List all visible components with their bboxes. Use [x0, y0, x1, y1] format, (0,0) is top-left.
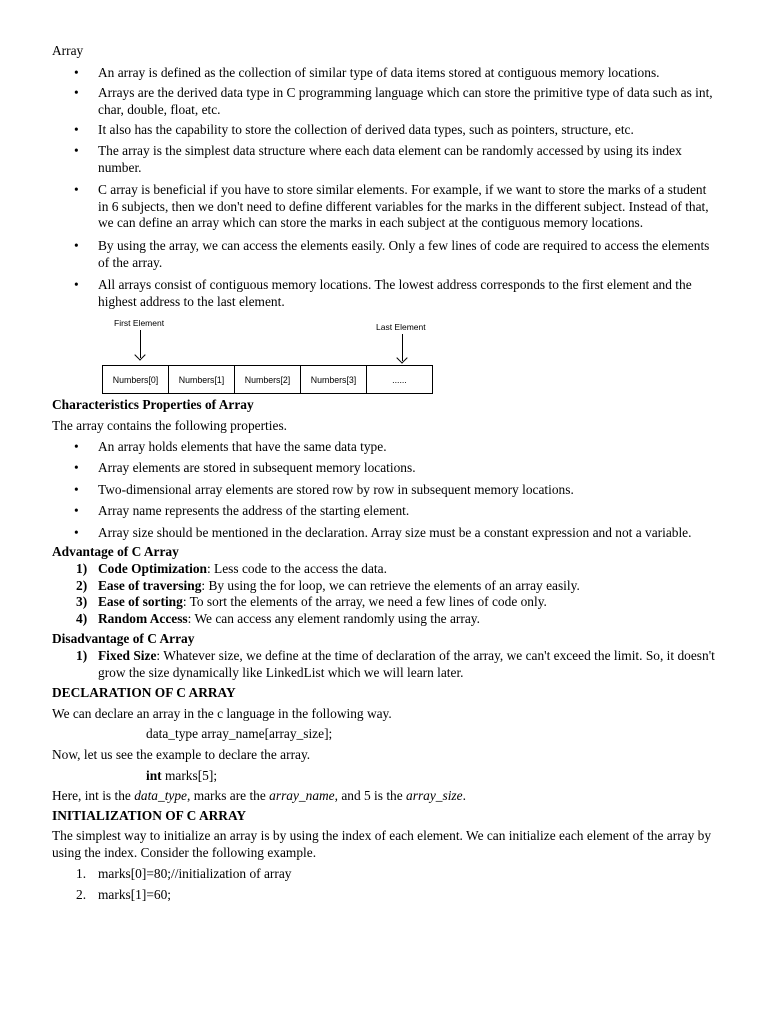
intro-bullet-list	[52, 65, 716, 311]
list-item: • An array is defined as the collection of similar type of data items stored at contiguous memory locations.	[52, 65, 716, 82]
list-item: • By using the array, we can access the elements easily. Only a few lines of code are required to access the elements of the array.	[52, 238, 716, 271]
last-element-arrow-icon	[402, 334, 403, 361]
list-item: 1. marks[0]=80;//initialization of array	[76, 865, 292, 881]
declaration-heading: DECLARATION OF C ARRAY	[52, 685, 236, 701]
list-item: • All arrays consist of contiguous memory locations. The lowest address corresponds to the first element and the highest address to the last element.	[52, 277, 716, 310]
doc-title: Array	[52, 43, 84, 58]
list-item: • Array elements are stored in subsequent memory locations.	[52, 460, 716, 477]
disadvantage-heading: Disadvantage of C Array	[52, 631, 195, 647]
list-item: • Two-dimensional array elements are stored row by row in subsequent memory locations.	[52, 482, 716, 499]
initialization-list	[52, 866, 716, 904]
array-cell: Numbers[2]	[235, 366, 301, 393]
initialization-heading: INITIALIZATION OF C ARRAY	[52, 807, 247, 823]
last-element-label: Last Element	[376, 322, 426, 333]
array-diagram	[52, 308, 716, 390]
characteristics-list	[52, 439, 716, 542]
first-element-arrow-icon	[140, 330, 141, 358]
list-item: 2. marks[1]=60;	[76, 887, 172, 903]
array-cell: Numbers[0]	[103, 366, 169, 393]
list-item: • It also has the capability to store the collection of derived data types, such as pointers, structure, etc.	[52, 122, 716, 139]
list-item: • Arrays are the derived data type in C programming language which can store the primitive type of data such as int, char, double, float, etc.	[52, 85, 716, 118]
list-item: • Array name represents the address of the starting element.	[52, 503, 716, 520]
declaration-intro: We can declare an array in the c language in the following way.	[52, 705, 392, 721]
declaration-example: int marks[5];	[146, 767, 218, 783]
list-item: • An array holds elements that have the same data type.	[52, 439, 716, 456]
disadvantage-list	[52, 648, 716, 681]
declaration-explanation: Here, int is the data_type, marks are the array_name, and 5 is the array_size.	[52, 788, 466, 804]
list-item: • The array is the simplest data structure where each data element can be randomly accessed by using its index number.	[52, 143, 716, 176]
initialization-intro: The simplest way to initialize an array is by using the index of each element. We can initialize each element of the array by using the index. Consider the following example.	[52, 828, 712, 860]
first-element-label: First Element	[114, 318, 165, 329]
declaration-syntax: data_type array_name[array_size];	[146, 726, 333, 742]
document-page	[52, 43, 716, 909]
advantage-heading: Advantage of C Array	[52, 544, 179, 560]
list-item: 1) Code Optimization: Less code to the access the data.	[76, 561, 387, 577]
list-item: 2) Ease of traversing: By using the for loop, we can retrieve the elements of an array easily.	[76, 577, 580, 593]
list-item: • C array is beneficial if you have to store similar elements. For example, if we want to store the marks of a student in 6 subjects, then we don't need to define different variables for the marks in the different subject. Instead of that, we can define an array which can store the marks in each subject at the contiguous memory locations.	[52, 182, 716, 232]
list-item: 1) Fixed Size: Whatever size, we define at the time of declaration of the array, we can't exceed the limit. So, it doesn't grow the size dynamically like LinkedList which we will learn later.	[76, 648, 715, 680]
array-cells	[102, 365, 433, 394]
characteristics-heading: Characteristics Properties of Array	[52, 397, 254, 413]
list-item: 3) Ease of sorting: To sort the elements of the array, we need a few lines of code only.	[76, 594, 547, 610]
characteristics-intro: The array contains the following properties.	[52, 417, 288, 433]
advantage-list	[52, 561, 716, 627]
array-cell: Numbers[1]	[169, 366, 235, 393]
declaration-example-intro: Now, let us see the example to declare the array.	[52, 747, 311, 762]
list-item: • Array size should be mentioned in the declaration. Array size must be a constant expression and not a variable.	[52, 525, 716, 542]
list-item: 4) Random Access: We can access any element randomly using the array.	[76, 610, 480, 626]
array-cell: Numbers[3]	[301, 366, 367, 393]
array-cell: ......	[392, 374, 407, 385]
